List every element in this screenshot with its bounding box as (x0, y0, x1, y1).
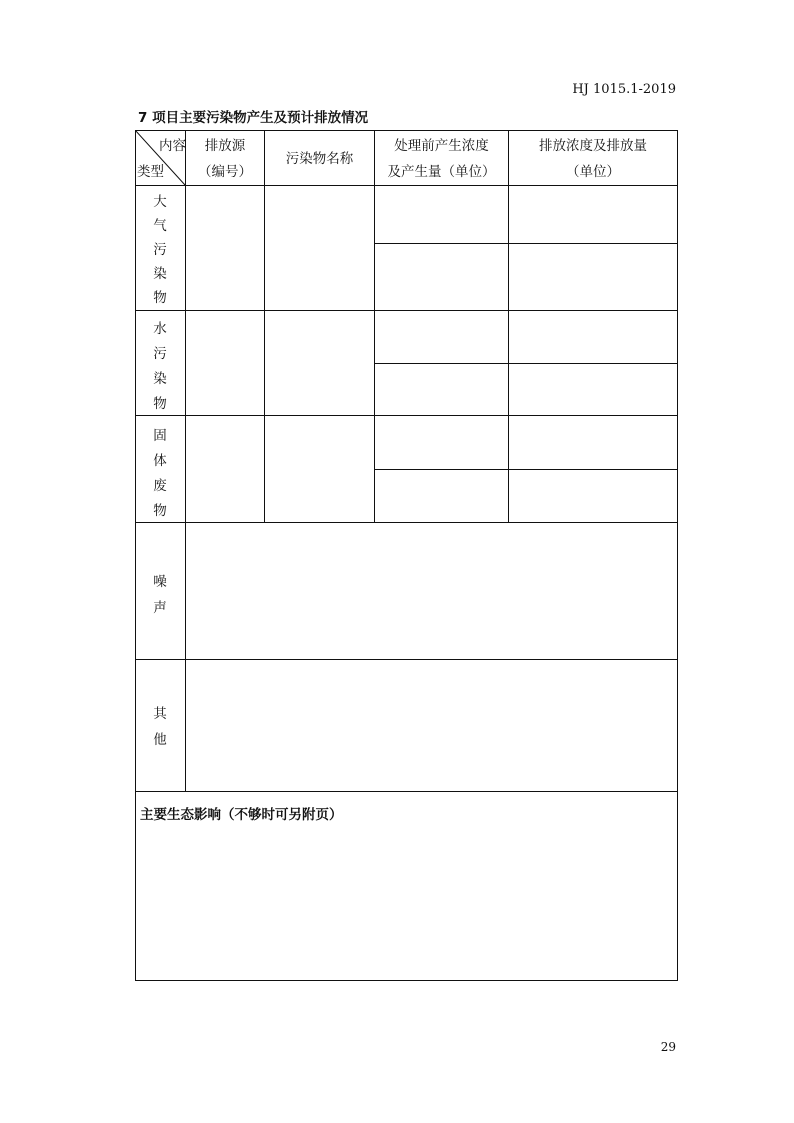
air-bottom-rule (135, 310, 678, 311)
corner-content-label: 内容 (159, 138, 186, 154)
col-header-emission-sub: （单位） (566, 164, 620, 180)
row-label-char: 物 (153, 396, 167, 412)
col-rule-source (264, 130, 265, 523)
section-title: 7 项目主要污染物产生及预计排放情况 (138, 110, 369, 126)
row-label-char: 气 (153, 218, 167, 234)
table-border-left (135, 130, 136, 981)
col-rule-name (374, 130, 375, 523)
other-bottom-rule (135, 791, 678, 792)
row-label-char: 废 (153, 478, 167, 494)
row-label-char: 体 (153, 453, 167, 469)
row-label-char: 大 (153, 194, 167, 210)
row-label-char: 其 (153, 706, 167, 722)
row-label-char: 污 (153, 242, 167, 258)
row-label-char: 固 (153, 428, 167, 444)
row-label-air (150, 190, 170, 310)
row-label-water (150, 317, 170, 417)
row-label-char: 噪 (153, 574, 167, 590)
solid-sub-rule (374, 469, 678, 470)
corner-type-label: 类型 (137, 164, 164, 180)
row-label-char: 声 (153, 600, 167, 616)
col-header-emission: 排放浓度及排放量 (539, 138, 647, 154)
col-header-pollutant-name: 污染物名称 (285, 151, 354, 167)
row-label-char: 物 (153, 503, 167, 519)
row-label-char: 水 (153, 321, 167, 337)
col-header-before-treatment: 处理前产生浓度 (394, 138, 489, 154)
noise-bottom-rule (135, 659, 678, 660)
table-border-top (135, 130, 678, 131)
row-label-noise (150, 570, 170, 622)
row-label-char: 染 (153, 371, 167, 387)
row-label-other (150, 702, 170, 754)
eco-impact-label: 主要生态影响（不够时可另附页） (140, 807, 343, 823)
table-border-bottom (135, 980, 678, 981)
table-border-right (677, 130, 678, 981)
solid-bottom-rule (135, 522, 678, 523)
header-bottom-rule (135, 185, 678, 186)
col-header-before-treatment-sub: 及产生量（单位） (387, 164, 496, 180)
row-label-solid-waste (150, 424, 170, 524)
document-code: HJ 1015.1-2019 (572, 82, 676, 97)
air-sub-rule (374, 243, 678, 244)
row-label-char: 污 (153, 346, 167, 362)
col-header-source-sub: （编号） (198, 164, 252, 180)
col-header-source: 排放源 (204, 138, 246, 154)
row-label-char: 染 (153, 266, 167, 282)
water-sub-rule (374, 363, 678, 364)
col-rule-before (508, 130, 509, 523)
row-label-char: 他 (153, 732, 167, 748)
page-number: 29 (660, 1040, 676, 1054)
row-label-char: 物 (153, 290, 167, 306)
col-rule-type (185, 130, 186, 792)
water-bottom-rule (135, 415, 678, 416)
